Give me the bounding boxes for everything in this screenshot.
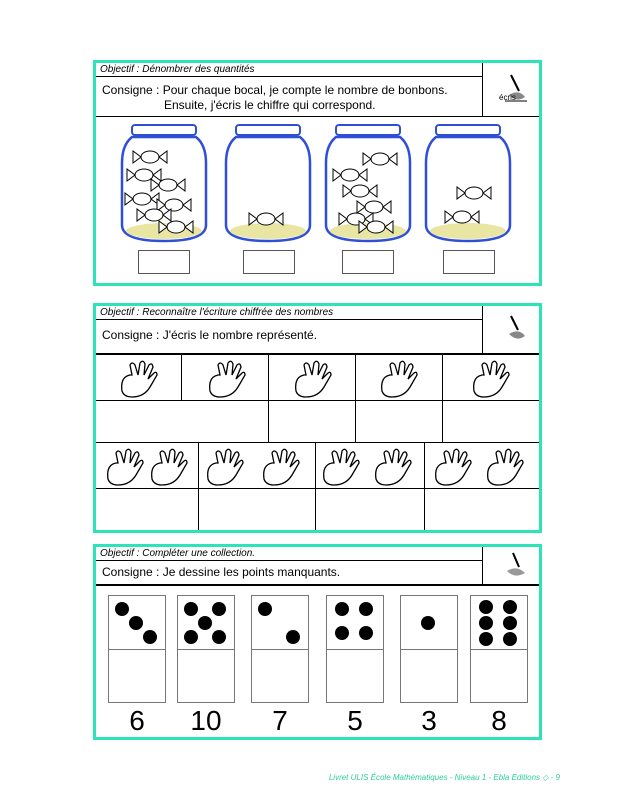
dot	[421, 616, 435, 630]
dot	[479, 632, 493, 646]
dice-top	[471, 596, 527, 649]
dice-card-3	[251, 595, 309, 703]
answer-box-jar-2[interactable]	[243, 250, 295, 274]
dot	[503, 632, 517, 646]
instruction	[96, 77, 482, 117]
answer-box-jar-4[interactable]	[443, 250, 495, 274]
instruction-line-1: Pour chaque bocal, je compte le nombre de bonbons.	[162, 83, 448, 97]
dice-top	[327, 596, 383, 649]
answer-box-hands-9[interactable]	[426, 489, 539, 530]
dot	[212, 602, 226, 616]
hand-icon	[474, 361, 509, 397]
answer-box-hands-8[interactable]	[316, 489, 424, 530]
jar-4	[426, 125, 510, 241]
hand-icon	[264, 449, 299, 485]
dice-bottom-empty[interactable]	[401, 649, 457, 703]
dice-card-6	[470, 595, 528, 703]
target-number: 3	[421, 705, 437, 736]
logo-caption: écris	[499, 93, 516, 102]
answer-box-hands-6[interactable]	[96, 489, 198, 530]
write-logo	[482, 306, 539, 354]
dice-top	[178, 596, 234, 649]
pen-icon	[483, 306, 539, 352]
objective-label: Objectif : Compléter une collection.	[96, 547, 482, 561]
dice-card-1	[108, 595, 166, 703]
dot	[212, 630, 226, 644]
dot	[335, 602, 349, 616]
dot	[503, 616, 517, 630]
dot	[184, 630, 198, 644]
draw-logo	[482, 547, 539, 585]
instruction-line-2: Ensuite, j'écris le chiffre qui correspond.	[164, 98, 376, 112]
dice-top	[252, 596, 308, 649]
objective-label: Objectif : Dénombrer des quantités	[96, 63, 482, 77]
target-number: 6	[129, 705, 145, 736]
instruction: Consigne : Je dessine les points manquants.	[96, 561, 482, 585]
dot	[143, 630, 157, 644]
hand-icon	[108, 449, 143, 485]
instruction: Consigne : J'écris le nombre représenté.	[96, 320, 482, 354]
dice-top	[401, 596, 457, 649]
hand-icon	[296, 361, 331, 397]
dot	[286, 630, 300, 644]
dice-bottom-empty[interactable]	[327, 649, 383, 703]
dice-bottom-empty[interactable]	[252, 649, 308, 703]
dot	[479, 600, 493, 614]
dot	[115, 602, 129, 616]
candy-jars	[116, 123, 556, 248]
write-logo	[482, 63, 539, 117]
dice-bottom-empty[interactable]	[178, 649, 234, 703]
dice-bottom-empty[interactable]	[109, 649, 165, 703]
hand-icon	[436, 449, 471, 485]
dice-exercise-panel	[93, 544, 542, 740]
dot	[198, 616, 212, 630]
finger-count-panel	[93, 303, 542, 533]
hand-icon	[324, 449, 359, 485]
objective-label: Objectif : Reconnaître l'écriture chiffrée des nombres	[96, 306, 482, 320]
hand-icon	[210, 361, 245, 397]
jar-exercise-panel	[93, 60, 542, 286]
target-number: 7	[272, 705, 288, 736]
dot	[129, 616, 143, 630]
hand-icon	[152, 449, 187, 485]
dice-bottom-empty[interactable]	[471, 649, 527, 703]
dot	[184, 602, 198, 616]
page-footer: Livret ULIS École Mathématiques - Niveau 1 - Ebla Editions ◇ - 9	[328, 773, 560, 782]
dice-card-5	[400, 595, 458, 703]
answer-box-jar-3[interactable]	[342, 250, 394, 274]
answer-box-hands-7[interactable]	[199, 489, 315, 530]
target-number: 5	[347, 705, 363, 736]
dot	[359, 602, 373, 616]
pen-icon	[483, 63, 539, 115]
pencil-icon	[483, 547, 539, 583]
dot	[359, 626, 373, 640]
hand-drawings	[96, 355, 539, 495]
target-number: 10	[190, 705, 222, 736]
dot	[335, 626, 349, 640]
hand-icon	[376, 449, 411, 485]
answer-box-jar-1[interactable]	[138, 250, 190, 274]
hand-icon	[382, 361, 417, 397]
dot	[503, 600, 517, 614]
hand-icon	[208, 449, 243, 485]
dice-top	[109, 596, 165, 649]
target-number: 8	[491, 705, 507, 736]
instruction-prefix: Consigne :	[102, 83, 163, 97]
hand-icon	[122, 361, 157, 397]
dice-card-4	[326, 595, 384, 703]
dice-card-2	[177, 595, 235, 703]
dot	[479, 616, 493, 630]
hand-icon	[488, 449, 523, 485]
dot	[258, 602, 272, 616]
